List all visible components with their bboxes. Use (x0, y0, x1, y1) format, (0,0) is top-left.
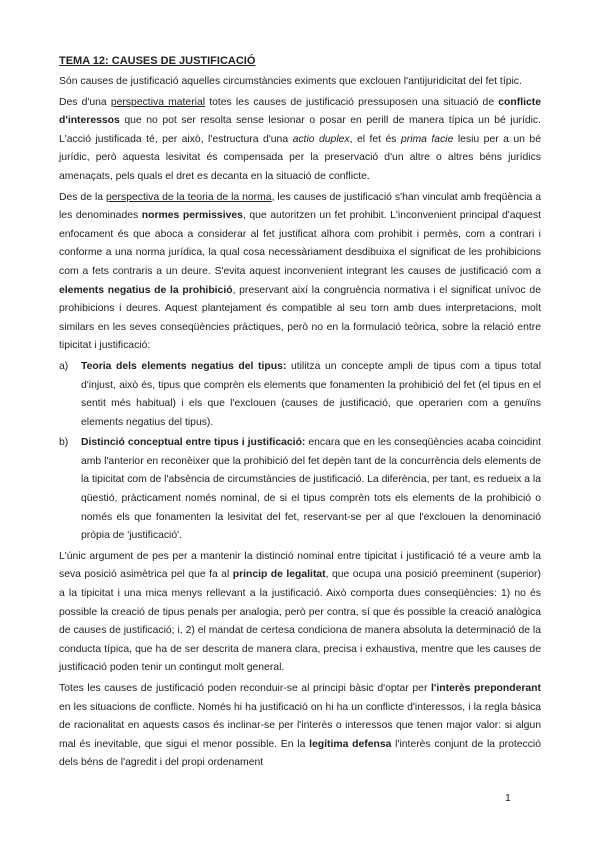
list-item-heading: Distinció conceptual entre tipus i justificació: (81, 437, 306, 449)
text-run: Des de la (59, 191, 106, 203)
text-run: , les causes de justificació s'han vinculat amb freqüència a les denominades (59, 191, 541, 222)
paragraph-preponderant-interest (59, 680, 541, 773)
page-content (59, 52, 541, 775)
underlined-term: perspectiva de la teoria de la norma (105, 191, 272, 203)
interpretations-list (59, 358, 541, 546)
bold-term: princip de legalitat (232, 569, 326, 581)
text-run: , el fet és (349, 133, 401, 145)
text-run: , preservant així la congruència normativa i el significat unívoc de prohibicions i deures. Aquest plantejament és compatible al seu torn amb dues interpretacions, molt similars en les seves conseqüències pràctiques, però no en la formulació teòrica, sobre la relació entre tipicitat i justificació: (59, 284, 541, 352)
list-item-text (81, 358, 541, 432)
text-run: lesiu per a un bé jurídic, però aquesta lesivitat és compensada per la preservació d'un altre o altres béns jurídics amenaçats, pels quals el dret es decanta en la situació de conflicte. (59, 133, 541, 182)
underlined-term: perspectiva material (110, 96, 206, 108)
paragraph-material-perspective (59, 94, 541, 187)
list-marker: b) (59, 437, 69, 449)
list-item (59, 358, 541, 432)
list-marker: a) (59, 360, 69, 372)
bold-term: elements negatius de la prohibició (59, 284, 233, 296)
paragraph-legality (59, 548, 541, 678)
text-run: L'únic argument de pes per a mantenir la distinció nominal entre tipicitat i justificació té a veure amb la seva posició asimètrica pel que fa al (59, 550, 541, 581)
italic-term: prima facie (400, 133, 454, 145)
list-item-heading: Teoria dels elements negatius del tipus: (81, 360, 287, 372)
bold-term: normes permissives (141, 210, 243, 222)
bold-term: l'interès preponderant (431, 683, 541, 694)
bold-term: legítima defensa (309, 738, 392, 750)
list-item-text (81, 434, 541, 546)
text-run: totes les causes de justificació pressuposen una situació de (205, 96, 499, 108)
italic-term: actio duplex (292, 133, 350, 145)
list-item-body: utilitza un concepte ampli de tipus com a tipus total d'injust, això és, tipus que comprèn els elements que fonamenten la prohibició del fet (el tipus en el sentit més habitual) i els que l'exclouen (causes de justificació, que operarien com a genuïns elements negatius del tipus). (81, 360, 541, 428)
list-item (59, 434, 541, 546)
text-run: , que ocupa una posició preeminent (superior) a la tipicitat i una mica menys rellevant a la justificació. Això comporta dues conseqüències: 1) no és possible la creació de tipus penals per analogia, però per contra, sí que és possible la creació analògica de causes de justificació; i, 2) el mandat de certesa condiciona de manera absoluta la determinació de la conducta típica, que ha de ser descrita de manera clara, precisa i exhaustiva, mentre que les causes de justificació poden tenir un contingut molt general. (59, 569, 541, 674)
text-run: , que autoritzen un fet prohibit. L'inconvenient principal d'aquest enfocament és que aboca a considerar al fet justificat alhora com prohibit i permès, com a contrari i conforme a una norma jurídica, la qual cosa necessàriament desdibuixa el significat de les prohibicions com a fets contraris a un deure. S'evita aquest inconvenient integrant les causes de justificació com a (59, 210, 541, 277)
text-run: en les situacions de conflicte. Només hi ha justificació on hi ha un conflicte d'interessos, i la regla bàsica de racionalitat en aquests casos és inclinar-se per l'interès o interessos que tenen major valor: si algun mal és inevitable, que sigui el menor possible. En la (59, 701, 541, 750)
text-run: que no pot ser resolta sense lesionar o posar en perill de manera típica un bé jurídic. L'acció justificada té, per això, l'estructura d'una (59, 115, 541, 145)
bold-term: conflicte d'interessos (59, 96, 541, 127)
paragraph-definition: Són causes de justificació aquelles circumstàncies eximents que exclouen l'antijuridicitat del fet típic. (59, 76, 522, 87)
page-title: TEMA 12: CAUSES DE JUSTIFICACIÓ (59, 55, 256, 67)
paragraph-norm-theory (59, 189, 541, 356)
list-item-body: encara que en les conseqüències acaba coincidint amb l'anterior en reconèixer que la prohibició del fet depèn tant de la concurrència dels elements de la tipicitat com de l'absència de circumstàncies de justificació. La diferència, per tant, es redueix a la qüestió, pràcticament només nominal, de si el tipus comprèn tots els elements de la prohibició o només els que fonamenten la lesivitat del fet, reservant-se per al que l'exclouen la denominació pròpia de 'justificació'. (81, 437, 542, 542)
text-run: Des d'una (59, 96, 111, 108)
text-run: Totes les causes de justificació poden reconduir-se al principi bàsic d'optar per (59, 683, 431, 694)
page-number: 1 (505, 792, 511, 804)
text-run: l'interès conjunt de la protecció dels béns de l'agredit i del propi ordenament (59, 738, 541, 769)
